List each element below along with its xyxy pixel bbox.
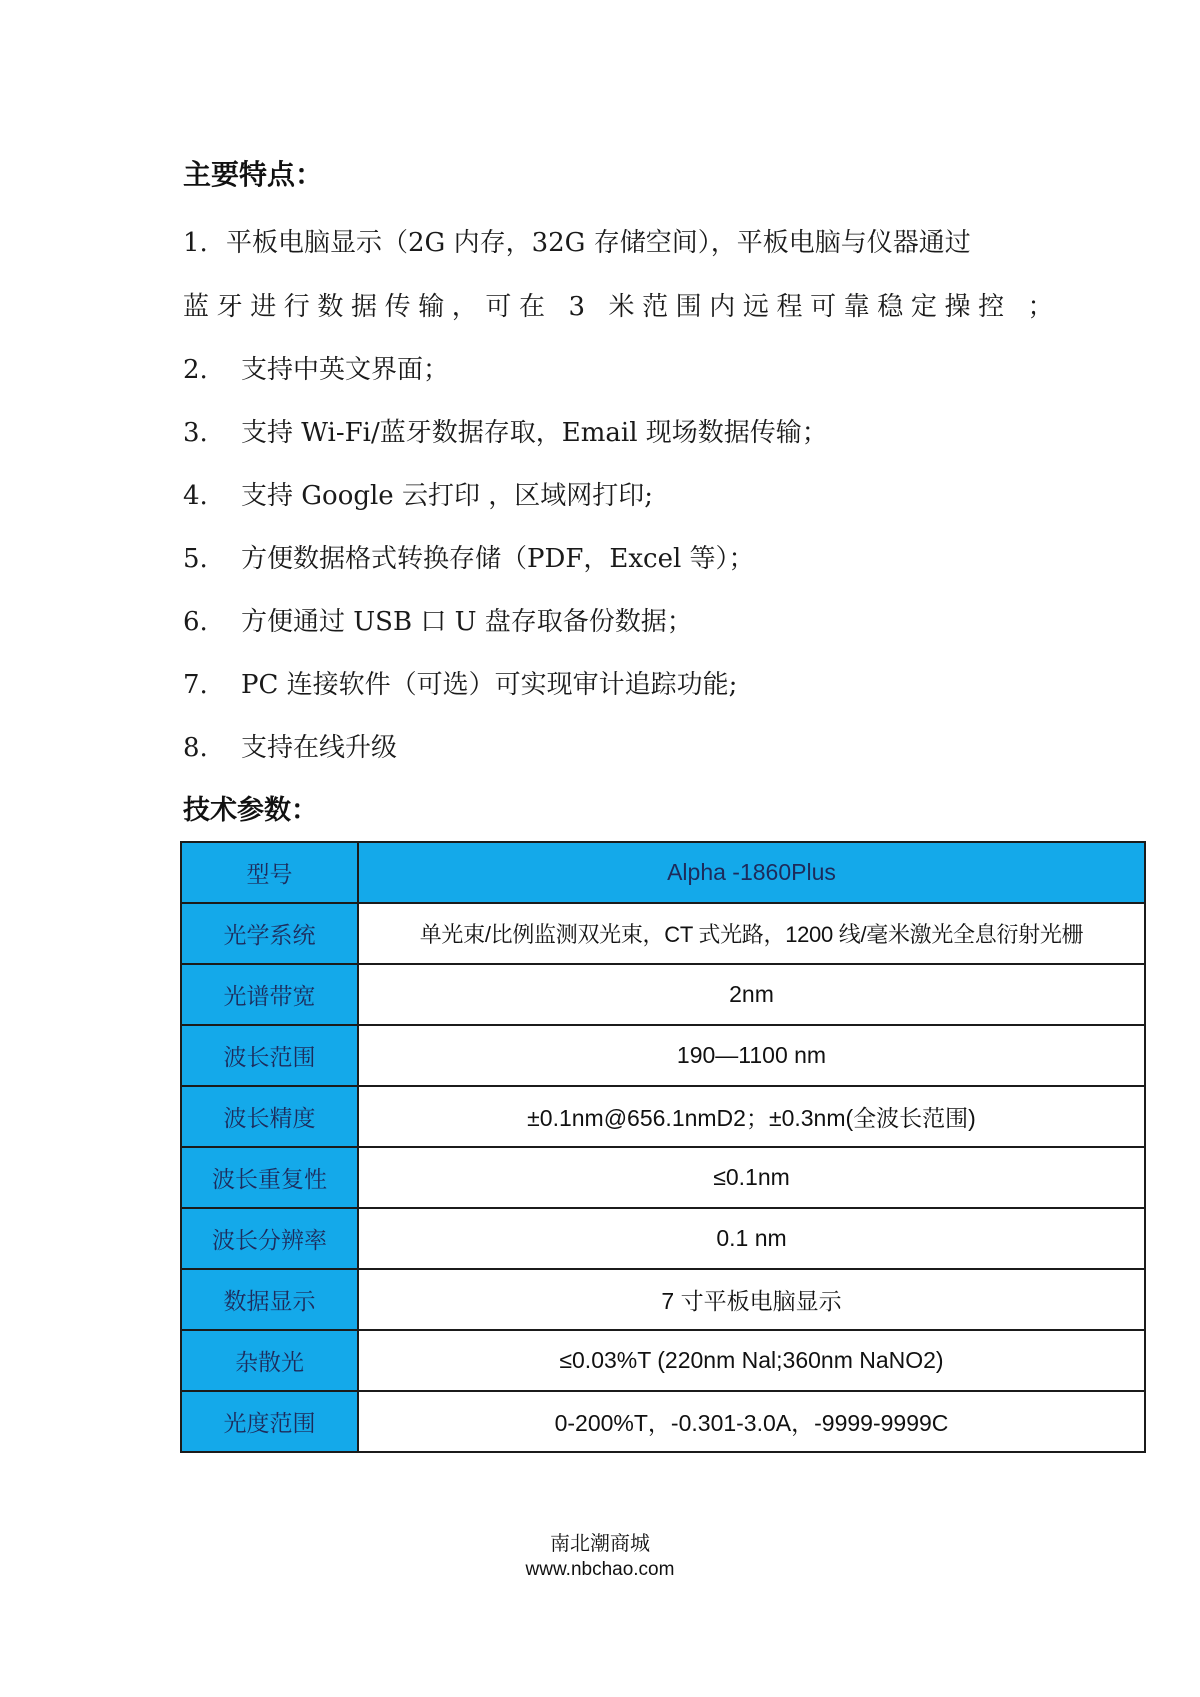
spec-value: 单光束/比例监测双光束，CT 式光路，1200 线/毫米激光全息衍射光栅 xyxy=(358,903,1145,964)
spec-label: 波长分辨率 xyxy=(181,1208,358,1269)
spec-label: 光谱带宽 xyxy=(181,964,358,1025)
spec-value: 7 寸平板电脑显示 xyxy=(358,1269,1145,1330)
specs-table xyxy=(180,841,1146,1453)
feature-number: 8. xyxy=(183,733,208,763)
spec-label: 光学系统 xyxy=(181,903,358,964)
feature-item-6 xyxy=(183,609,693,635)
spec-row-wavelength-range xyxy=(181,1025,1145,1086)
footer-store-name: 南北潮商城 xyxy=(550,1531,650,1555)
spec-row-photometric-range xyxy=(181,1391,1145,1452)
feature-item-3 xyxy=(183,420,828,446)
spec-row-stray-light xyxy=(181,1330,1145,1391)
feature-number: 7. xyxy=(183,670,208,700)
feature-text: PC 连接软件（可选）可实现审计追踪功能; xyxy=(241,670,738,700)
spec-label: 波长重复性 xyxy=(181,1147,358,1208)
feature-text: 支持在线升级 xyxy=(241,733,398,763)
feature-item-2 xyxy=(183,357,449,383)
feature-text: 支持 Google 云打印 ，区域网打印; xyxy=(241,481,653,511)
feature-text: 平板电脑显示（2G 内存，32G 存储空间），平板电脑与仪器通过 xyxy=(226,228,971,258)
features-heading: 主要特点： xyxy=(183,158,324,191)
spec-row-wavelength-resolution xyxy=(181,1208,1145,1269)
feature-number: 6. xyxy=(183,607,208,637)
feature-item-5 xyxy=(183,546,755,572)
spec-value: ≤0.1nm xyxy=(358,1147,1145,1208)
spec-label: 波长精度 xyxy=(181,1086,358,1147)
feature-item-8 xyxy=(183,735,397,761)
feature-text: 支持 Wi-Fi/蓝牙数据存取，Email 现场数据传输； xyxy=(241,418,828,448)
feature-number: 5. xyxy=(183,544,208,574)
spec-row-data-display xyxy=(181,1269,1145,1330)
spec-row-wavelength-repeatability xyxy=(181,1147,1145,1208)
spec-value: 190—1100 nm xyxy=(358,1025,1145,1086)
spec-row-wavelength-accuracy xyxy=(181,1086,1145,1147)
feature-item-1-continuation: 蓝牙进行数据传输，可在 3 米范围内远程可靠稳定操控 ； xyxy=(183,292,1062,322)
spec-value: Alpha -1860Plus xyxy=(358,842,1145,903)
spec-label: 数据显示 xyxy=(181,1269,358,1330)
feature-text: 方便通过 USB 口 U 盘存取备份数据； xyxy=(241,607,693,637)
feature-item-7 xyxy=(183,672,737,698)
spec-value: 0.1 nm xyxy=(358,1208,1145,1269)
spec-row-bandwidth xyxy=(181,964,1145,1025)
spec-label: 波长范围 xyxy=(181,1025,358,1086)
feature-number: 2. xyxy=(183,355,208,385)
spec-row-optics xyxy=(181,903,1145,964)
spec-row-model xyxy=(181,842,1145,903)
specs-heading: 技术参数： xyxy=(183,795,318,826)
spec-label: 型号 xyxy=(181,842,358,903)
feature-number: 3. xyxy=(183,418,208,448)
spec-value: 0-200%T，-0.301-3.0A，-9999-9999C xyxy=(358,1391,1145,1452)
spec-label: 杂散光 xyxy=(181,1330,358,1391)
feature-item-4 xyxy=(183,483,653,509)
feature-text: 方便数据格式转换存储（PDF，Excel 等）； xyxy=(241,544,755,574)
feature-number: 1. xyxy=(183,228,208,258)
footer-url: www.nbchao.com xyxy=(525,1559,675,1580)
feature-number: 4. xyxy=(183,481,208,511)
spec-value: ±0.1nm@656.1nmD2；±0.3nm(全波长范围) xyxy=(358,1086,1145,1147)
feature-text: 支持中英文界面； xyxy=(241,355,450,385)
spec-value: 2nm xyxy=(358,964,1145,1025)
spec-value: ≤0.03%T (220nm Nal;360nm NaNO2) xyxy=(358,1330,1145,1391)
spec-label: 光度范围 xyxy=(181,1391,358,1452)
feature-item-1 xyxy=(183,230,971,256)
